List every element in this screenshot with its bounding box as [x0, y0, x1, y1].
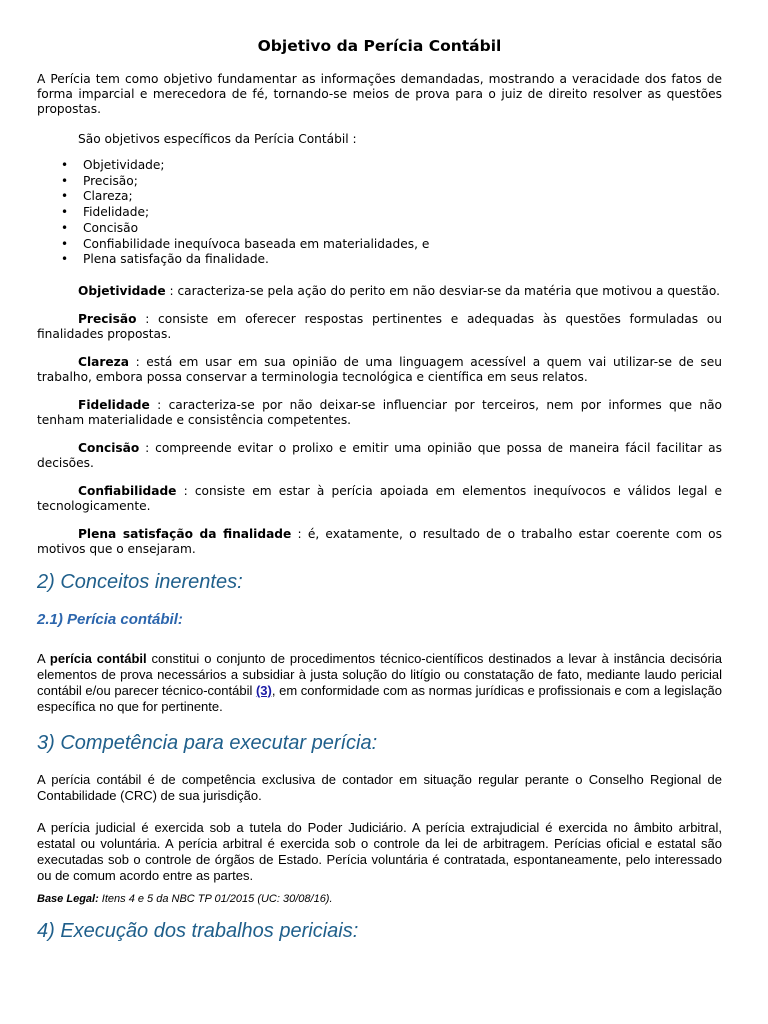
definition-clareza [37, 355, 722, 385]
definition-term: Objetividade [78, 283, 166, 298]
list-item: • Objetividade; [83, 158, 722, 174]
list-item: • Fidelidade; [83, 205, 722, 221]
definition-text: : compreende evitar o prolixo e emitir uma opinião que possa de maneira fácil facilitar as decisões. [37, 440, 722, 470]
section-heading-competencia: 3) Competência para executar perícia: [37, 731, 378, 754]
paragraph-text: A [37, 650, 50, 666]
definition-fidelidade [37, 398, 722, 428]
paragraph-bold-term: perícia contábil [49, 650, 147, 666]
document-page [37, 36, 722, 960]
paragraph-text: , em conformidade com as normas jurídicas e profissionais e com a legislação específica no que for pertinente. [37, 682, 723, 714]
list-item: • Precisão; [83, 174, 722, 190]
definition-term: Confiabilidade [78, 483, 177, 498]
definition-term: Clareza [78, 354, 129, 369]
section-heading-conceitos: 2) Conceitos inerentes: [37, 570, 243, 593]
objectives-list [37, 158, 722, 268]
definition-text: : consiste em estar à perícia apoiada em elementos inequívocos e válidos legal e tecnologicamente. [37, 483, 722, 513]
page-title: Objetivo da Perícia Contábil [257, 37, 502, 55]
definition-objetividade [37, 284, 722, 299]
definition-text: : consiste em oferecer respostas pertinentes e adequadas às questões formuladas ou finalidades propostas. [37, 311, 722, 341]
definition-confiabilidade [37, 484, 722, 514]
footnote-link[interactable]: (3) [255, 682, 272, 698]
list-item: • Plena satisfação da finalidade. [83, 252, 722, 268]
definition-text: : está em usar em sua opinião de uma linguagem acessível a quem vai utilizar-se de seu trabalho, embora possa conservar a terminologia tecnológica e científica em seus relatos. [37, 354, 722, 384]
list-item: • Clareza; [83, 189, 722, 205]
base-legal-text: Itens 4 e 5 da NBC TP 01/2015 (UC: 30/08/16). [98, 892, 333, 905]
definition-precisao [37, 312, 722, 342]
definition-plena-satisfacao [37, 527, 722, 557]
section-heading-execucao: 4) Execução dos trabalhos periciais: [37, 919, 359, 942]
competencia-paragraph-2: A perícia judicial é exercida sob a tutela do Poder Judiciário. A perícia extrajudicial é exercida no âmbito arbitral, estatal ou voluntária. A perícia arbitral é exercida sob o controle da lei de arbitragem. Perícias oficial e estatal são executadas sob o controle de órgãos de Estado. Perícia voluntária é contratada, espontaneamente, pelo interessado ou de comum acordo entre as partes. [37, 819, 722, 883]
base-legal-label: Base Legal: [37, 892, 99, 905]
definition-concisao [37, 441, 722, 471]
definition-term: Precisão [78, 311, 137, 326]
competencia-paragraph-1: A perícia contábil é de competência exclusiva de contador em situação regular perante o Conselho Regional de Contabilidade (CRC) de sua jurisdição. [37, 771, 722, 803]
definition-term: Fidelidade [78, 397, 150, 412]
definition-text: : caracteriza-se pela ação do perito em não desviar-se da matéria que motivou a questão. [165, 283, 721, 298]
definition-text: : é, exatamente, o resultado de o trabalho estar coerente com os motivos que o ensejaram. [37, 526, 722, 556]
list-item: • Confiabilidade inequívoca baseada em materialidades, e [83, 237, 722, 253]
intro-paragraph: A Perícia tem como objetivo fundamentar as informações demandadas, mostrando a veracidade dos fatos de forma imparcial e merecedora de fé, tornando-se meios de prova para o juiz de direito resolver as questões propostas. [37, 72, 722, 116]
definition-term: Concisão [78, 440, 140, 455]
subsection-heading-pericia-contabil: 2.1) Perícia contábil: [37, 610, 183, 628]
definition-term: Plena satisfação da finalidade [78, 526, 292, 541]
base-legal [37, 892, 722, 906]
definition-text: : caracteriza-se por não deixar-se influenciar por terceiros, nem por informes que não tenham materialidade e consistência competentes. [37, 397, 722, 427]
objectives-intro: São objetivos específicos da Perícia Contábil : [78, 132, 357, 146]
paragraph-text: constitui o conjunto de procedimentos técnico-científicos destinados a levar à instância decisória elementos de prova necessários a subsidiar à justa solução do litígio ou constatação de fato, mediante laudo pericial contábil e/ou parecer técnico-contábil [37, 650, 722, 698]
list-item: • Concisão [83, 221, 722, 237]
pericia-contabil-paragraph [37, 651, 722, 715]
